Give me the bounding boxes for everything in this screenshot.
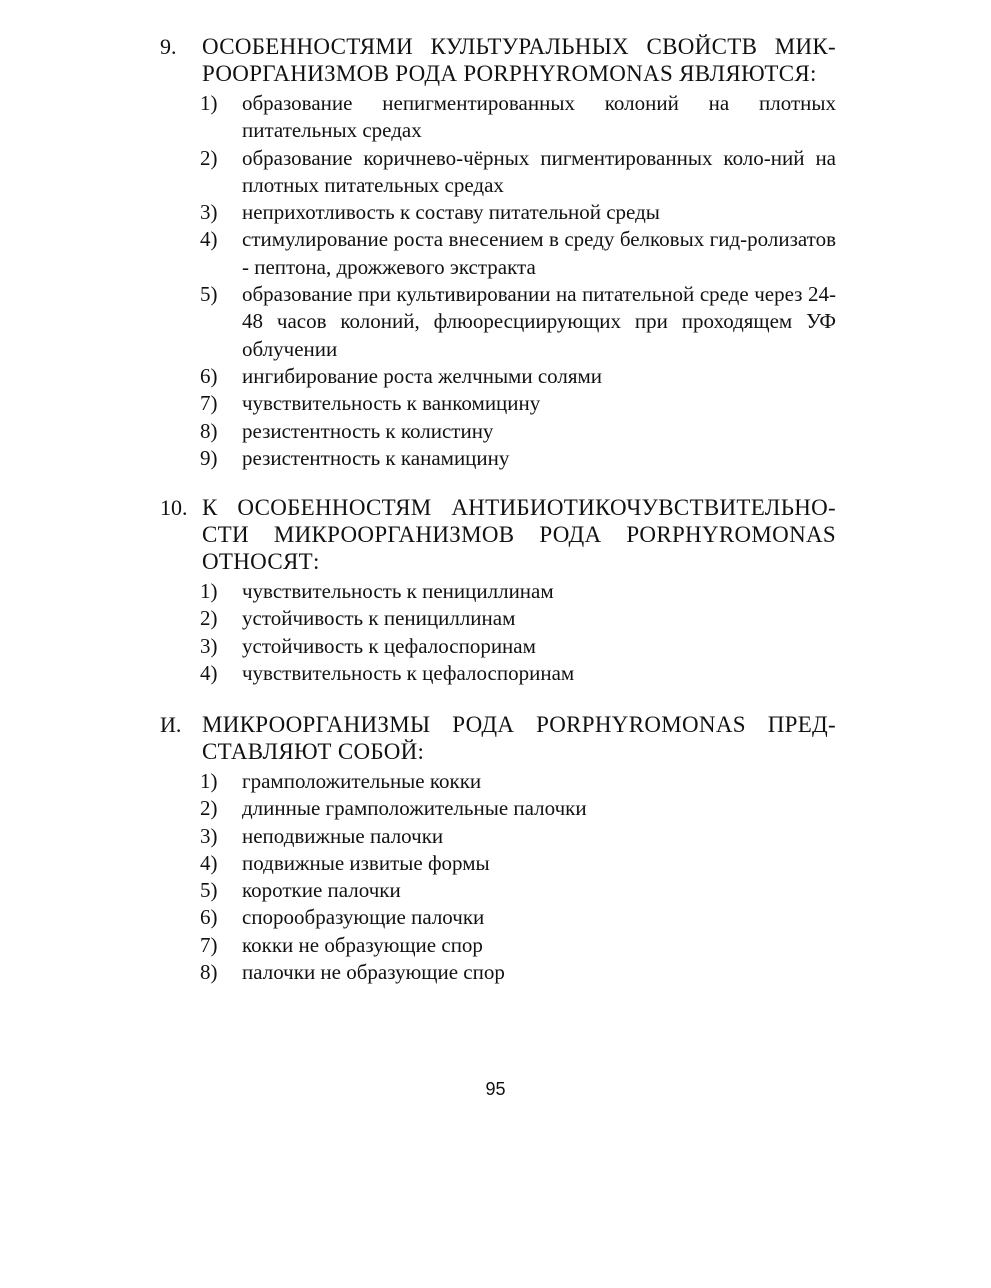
option-number: 2) bbox=[200, 145, 218, 170]
option-number: 3) bbox=[200, 633, 218, 658]
option-text: устойчивость к пенициллинам bbox=[242, 606, 516, 631]
question-header bbox=[160, 711, 836, 765]
answer-option bbox=[200, 633, 836, 660]
answer-options bbox=[200, 768, 836, 986]
option-number: 9) bbox=[200, 445, 218, 470]
option-text: подвижные извитые формы bbox=[242, 850, 490, 875]
option-number: 5) bbox=[200, 878, 218, 903]
question-9 bbox=[160, 33, 836, 472]
option-text: неприхотливость к составу питательной среды bbox=[242, 200, 660, 225]
option-text: стимулирование роста внесением в среду белковых гид-ролизатов - пептона, дрожжевого экстракта bbox=[242, 227, 836, 279]
answer-option bbox=[200, 959, 836, 986]
question-header bbox=[160, 494, 836, 575]
answer-option bbox=[200, 281, 836, 363]
answer-option bbox=[200, 605, 836, 632]
option-text: чувствительность к ванкомицину bbox=[242, 391, 541, 416]
question-number: 10. bbox=[160, 495, 188, 520]
answer-option bbox=[200, 877, 836, 904]
answer-option bbox=[200, 768, 836, 795]
answer-option bbox=[200, 850, 836, 877]
option-number: 5) bbox=[200, 282, 218, 307]
question-10 bbox=[160, 494, 836, 687]
answer-option bbox=[200, 418, 836, 445]
question-header bbox=[160, 33, 836, 87]
answer-option bbox=[200, 904, 836, 931]
option-number: 7) bbox=[200, 391, 218, 416]
option-text: длинные грамположительные палочки bbox=[242, 796, 587, 821]
answer-option bbox=[200, 199, 836, 226]
option-text: устойчивость к цефалоспоринам bbox=[242, 633, 536, 658]
answer-option bbox=[200, 660, 836, 687]
option-text: неподвижные палочки bbox=[242, 823, 444, 848]
question-number: И. bbox=[160, 712, 182, 737]
option-text: палочки не образующие спор bbox=[242, 960, 505, 985]
option-number: 4) bbox=[200, 227, 218, 252]
option-number: 6) bbox=[200, 905, 218, 930]
option-number: 1) bbox=[200, 91, 218, 115]
option-text: кокки не образующие спор bbox=[242, 932, 483, 957]
question-title: ОСОБЕННОСТЯМИ КУЛЬТУРАЛЬНЫХ СВОЙСТВ МИК-РООРГАНИЗМОВ РОДА PORPHYROMONAS ЯВЛЯЮТСЯ: bbox=[202, 34, 836, 86]
answer-option bbox=[200, 932, 836, 959]
answer-options bbox=[200, 578, 836, 687]
option-number: 8) bbox=[200, 960, 218, 985]
option-text: короткие палочки bbox=[242, 878, 401, 903]
answer-option bbox=[200, 145, 836, 200]
option-number: 1) bbox=[200, 579, 218, 603]
question-title: К ОСОБЕННОСТЯМ АНТИБИОТИКОЧУВСТВИТЕЛЬНО-СТИ МИКРООРГАНИЗМОВ РОДА PORPHYROMONAS ОТНОСЯТ: bbox=[202, 495, 836, 574]
answer-option bbox=[200, 823, 836, 850]
option-text: образование коричнево-чёрных пигментированных коло-ний на плотных питательных средах bbox=[242, 145, 836, 197]
answer-options bbox=[200, 90, 836, 472]
option-text: спорообразующие палочки bbox=[242, 905, 485, 930]
question-11 bbox=[160, 711, 836, 986]
answer-option bbox=[200, 390, 836, 417]
answer-option bbox=[200, 226, 836, 281]
answer-option bbox=[200, 363, 836, 390]
option-text: грамположительные кокки bbox=[242, 769, 482, 793]
option-number: 3) bbox=[200, 823, 218, 848]
option-text: ингибирование роста желчными солями bbox=[242, 363, 603, 388]
option-text: чувствительность к цефалоспоринам bbox=[242, 660, 575, 685]
option-number: 6) bbox=[200, 363, 218, 388]
option-number: 8) bbox=[200, 418, 218, 443]
answer-option bbox=[200, 90, 836, 145]
option-number: 2) bbox=[200, 796, 218, 821]
option-text: резистентность к колистину bbox=[242, 418, 494, 443]
question-title: МИКРООРГАНИЗМЫ РОДА PORPHYROMONAS ПРЕД-СТАВЛЯЮТ СОБОЙ: bbox=[202, 712, 836, 764]
page-number: 95 bbox=[485, 1079, 506, 1099]
option-number: 4) bbox=[200, 850, 218, 875]
question-number: 9. bbox=[160, 34, 177, 59]
option-text: образование при культивировании на питательной среде через 24-48 часов колоний, флюоресциирующих при проходящем УФ облучении bbox=[242, 282, 836, 361]
option-number: 3) bbox=[200, 200, 218, 225]
option-number: 2) bbox=[200, 606, 218, 631]
answer-option bbox=[200, 795, 836, 822]
option-number: 1) bbox=[200, 769, 218, 793]
option-text: резистентность к канамицину bbox=[242, 445, 510, 470]
option-number: 7) bbox=[200, 932, 218, 957]
option-text: чувствительность к пенициллинам bbox=[242, 579, 554, 603]
answer-option bbox=[200, 578, 836, 605]
option-number: 4) bbox=[200, 660, 218, 685]
answer-option bbox=[200, 445, 836, 472]
option-text: образование непигментированных колоний на плотных питательных средах bbox=[242, 91, 836, 143]
